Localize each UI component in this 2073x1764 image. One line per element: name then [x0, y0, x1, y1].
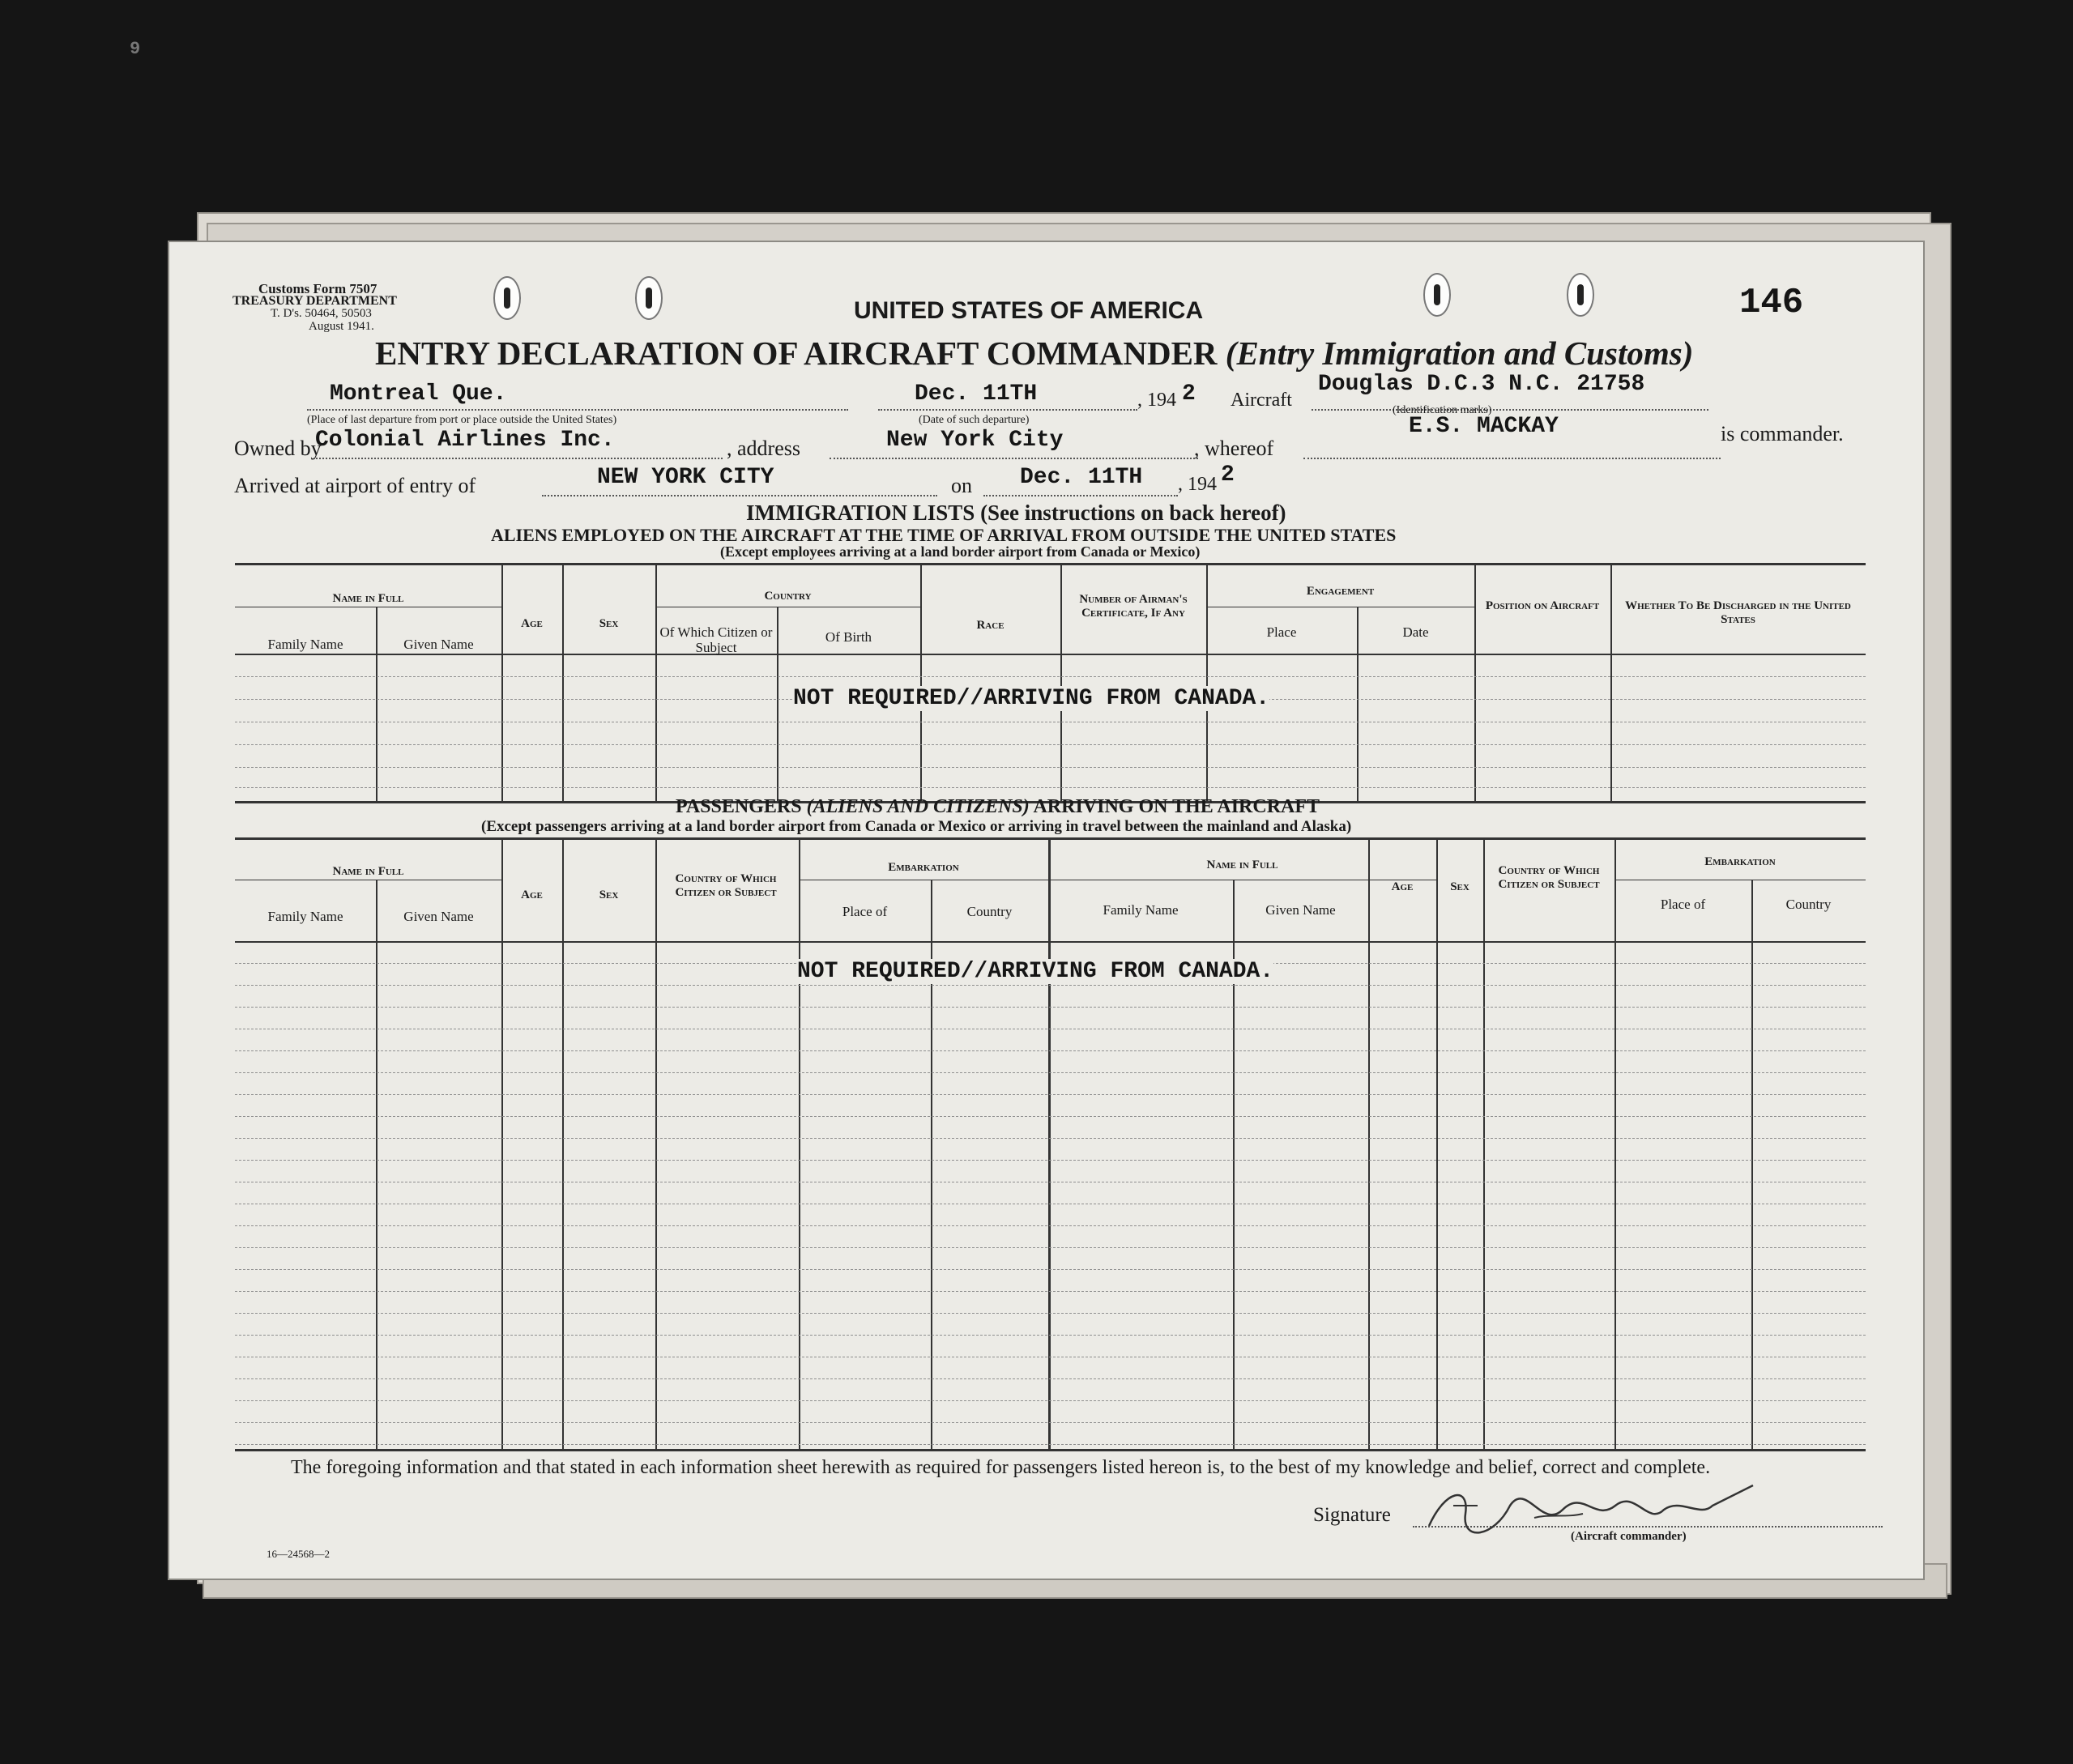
td-ref: T. D's. 50464, 50503	[271, 307, 372, 320]
passengers-heading-main: PASSENGERS	[676, 796, 802, 817]
pass-header-sex-2b: Sex	[1450, 880, 1469, 893]
address-label: , address	[727, 437, 800, 460]
punch-hole	[1567, 273, 1594, 317]
pass-header-age: Age	[521, 888, 543, 901]
immigration-subnote: (Except employees arriving at a land border airport from Canada or Mexico)	[720, 543, 1201, 560]
owner-value: Colonial Airlines Inc.	[315, 428, 615, 453]
pass-header-embarkation-2: Embarkation	[1704, 855, 1776, 868]
imm-header-discharged: Whether To Be Discharged in the United States	[1625, 599, 1851, 626]
imm-row-line	[235, 787, 1866, 788]
immigration-heading-main: IMMIGRATION LISTS	[746, 501, 975, 525]
imm-header-position: Position on Aircraft	[1485, 599, 1600, 612]
imm-col-sep	[562, 563, 564, 801]
pass-header-country: Country	[966, 904, 1013, 919]
imm-header-citizen-of: Of Which Citizen or Subject	[659, 624, 773, 655]
passengers-heading-rest: ARRIVING ON THE AIRCRAFT	[1033, 796, 1320, 817]
form-sheet	[168, 241, 1925, 1580]
arrival-year-digit: 2	[1221, 462, 1235, 488]
passenger-table-bottom	[235, 1449, 1866, 1451]
pass-header-name-in-full: Name in Full	[332, 865, 404, 878]
pass-header-place-of: Place of	[842, 904, 888, 919]
imm-col-sep	[1206, 563, 1208, 801]
imm-header-country: Country	[764, 590, 812, 603]
imm-row-line	[235, 676, 1866, 677]
form-number: Customs Form 7507	[258, 281, 377, 296]
form-title-main: ENTRY DECLARATION OF AIRCRAFT COMMANDER	[375, 334, 1218, 372]
form-title	[375, 334, 1693, 373]
commander-line	[1303, 458, 1721, 459]
imm-col-sep	[501, 563, 503, 801]
immigration-table-top	[235, 563, 1866, 565]
pass-header-embarkation: Embarkation	[888, 861, 959, 874]
pass-col-sep	[1751, 880, 1753, 1449]
imm-row-line	[235, 767, 1866, 768]
pass-row-line	[235, 1400, 1866, 1401]
imm-header-of-birth: Of Birth	[825, 629, 872, 645]
whereof-label: , whereof	[1194, 437, 1274, 460]
departure-place-line	[307, 409, 848, 411]
imm-row-line	[235, 744, 1866, 745]
imm-header-family-name: Family Name	[267, 637, 343, 652]
imm-header-date: Date	[1402, 624, 1429, 640]
pass-row-line	[235, 1313, 1866, 1314]
imm-header-race: Race	[976, 619, 1005, 632]
departure-place-value: Montreal Que.	[330, 381, 507, 407]
imm-col-sep	[920, 563, 922, 801]
departure-year-prefix: , 194	[1137, 390, 1176, 411]
aircraft-caption: (Identification marks)	[1393, 404, 1492, 416]
signature-caption: (Aircraft commander)	[1571, 1530, 1687, 1543]
pass-row-line	[235, 985, 1866, 986]
pass-row-line	[235, 1378, 1866, 1379]
pass-header-name-in-full-2: Name in Full	[1206, 859, 1278, 871]
arrival-year-prefix: , 194	[1178, 474, 1217, 495]
pass-header-sex: Sex	[599, 888, 619, 901]
address-line	[830, 458, 1198, 459]
is-commander-label: is commander.	[1721, 422, 1844, 445]
pass-header-country-citizen: Country of Which Citizen or Subject	[675, 872, 777, 899]
imm-header-given-name: Given Name	[403, 637, 474, 652]
pass-row-line	[235, 1160, 1866, 1161]
immigration-table-header-bottom	[235, 654, 1866, 655]
pass-header-given-name-2: Given Name	[1265, 902, 1336, 918]
pass-row-line	[235, 1335, 1866, 1336]
pass-row-line	[235, 1072, 1866, 1073]
form-title-paren: (Entry Immigration and Customs)	[1225, 334, 1694, 372]
immigration-heading-note: (See instructions on back hereof)	[980, 501, 1286, 525]
margin-mark: 9	[130, 39, 141, 59]
pass-row-line	[235, 1444, 1866, 1445]
imm-col-sep	[376, 607, 377, 801]
page-number: 146	[1739, 283, 1804, 323]
imm-header-cert-number: Number of Airman's Certificate, If Any	[1079, 593, 1188, 620]
commander-value: E.S. MACKAY	[1409, 414, 1559, 439]
aircraft-label: Aircraft	[1231, 390, 1292, 411]
pass-header-country-2: Country	[1785, 897, 1832, 912]
pass-row-line	[235, 1422, 1866, 1423]
certification-text: The foregoing information and that stated in each information sheet herewith as required for passengers listed hereon is, to the best of my knowledge and belief, correct and complete.	[291, 1457, 1711, 1478]
print-code: 16—24568—2	[267, 1548, 330, 1560]
passengers-heading	[676, 796, 1320, 818]
imm-header-name-in-full: Name in Full	[332, 592, 404, 605]
arrived-label: Arrived at airport of entry of	[234, 474, 476, 497]
pass-header-family-name: Family Name	[267, 909, 343, 924]
pass-header-family-name-2: Family Name	[1103, 902, 1179, 918]
on-label: on	[951, 474, 972, 497]
arrival-date-line	[983, 495, 1178, 496]
punch-hole	[493, 276, 521, 320]
aircraft-value: Douglas D.C.3 N.C. 21758	[1318, 372, 1645, 397]
departure-year-digit: 2	[1182, 381, 1196, 407]
pass-row-line	[235, 1094, 1866, 1095]
pass-row-line	[235, 1269, 1866, 1270]
passengers-heading-paren: (ALIENS AND CITIZENS)	[806, 796, 1030, 817]
departure-place-caption: (Place of last departure from port or place outside the United States)	[307, 414, 617, 426]
immigration-subheading: ALIENS EMPLOYED ON THE AIRCRAFT AT THE TIME OF ARRIVAL FROM OUTSIDE THE UNITED STATES	[491, 525, 1397, 545]
imm-header-place: Place	[1266, 624, 1297, 640]
department: TREASURY DEPARTMENT	[232, 294, 397, 308]
arrival-airport-value: NEW YORK CITY	[597, 465, 774, 490]
pass-row-line	[235, 1007, 1866, 1008]
imm-header-engagement: Engagement	[1306, 585, 1375, 598]
pass-col-sep	[376, 880, 377, 1449]
pass-row-line	[235, 1225, 1866, 1226]
imm-header-sex: Sex	[599, 617, 619, 630]
pass-row-line	[235, 1291, 1866, 1292]
address-value: New York City	[886, 428, 1064, 453]
form-date: August 1941.	[309, 320, 374, 333]
owned-by-label: Owned by	[234, 437, 322, 460]
pass-header-age-2: Age	[1391, 880, 1414, 893]
aircraft-line	[1312, 409, 1708, 411]
departure-date-line	[878, 409, 1137, 411]
departure-date-value: Dec. 11TH	[915, 381, 1038, 407]
pass-row-line	[235, 1116, 1866, 1117]
arrival-date-value: Dec. 11TH	[1020, 465, 1143, 490]
passengers-entry: NOT REQUIRED//ARRIVING FROM CANADA.	[797, 959, 1274, 984]
pass-header-country-citizen-2: Country of Which Citizen or Subject	[1498, 864, 1600, 891]
passengers-subnote: (Except passengers arriving at a land border airport from Canada or Mexico or arriving in travel between the mainland and Alaska)	[481, 818, 1352, 835]
punch-hole	[635, 276, 663, 320]
punch-hole	[1423, 273, 1451, 317]
imm-header-age: Age	[521, 617, 543, 630]
owner-line	[314, 458, 723, 459]
pass-header-given-name: Given Name	[403, 909, 474, 924]
immigration-entry: NOT REQUIRED//ARRIVING FROM CANADA.	[793, 686, 1270, 711]
arrival-airport-line	[542, 495, 937, 496]
pass-row-line	[235, 1050, 1866, 1051]
country-title: UNITED STATES OF AMERICA	[854, 297, 1204, 324]
pass-header-place-of-2: Place of	[1660, 897, 1706, 912]
immigration-heading	[746, 501, 1286, 526]
pass-row-line	[235, 1138, 1866, 1139]
signature-label: Signature	[1313, 1504, 1391, 1526]
departure-date-caption: (Date of such departure)	[919, 414, 1030, 426]
pass-row-line	[235, 1247, 1866, 1248]
